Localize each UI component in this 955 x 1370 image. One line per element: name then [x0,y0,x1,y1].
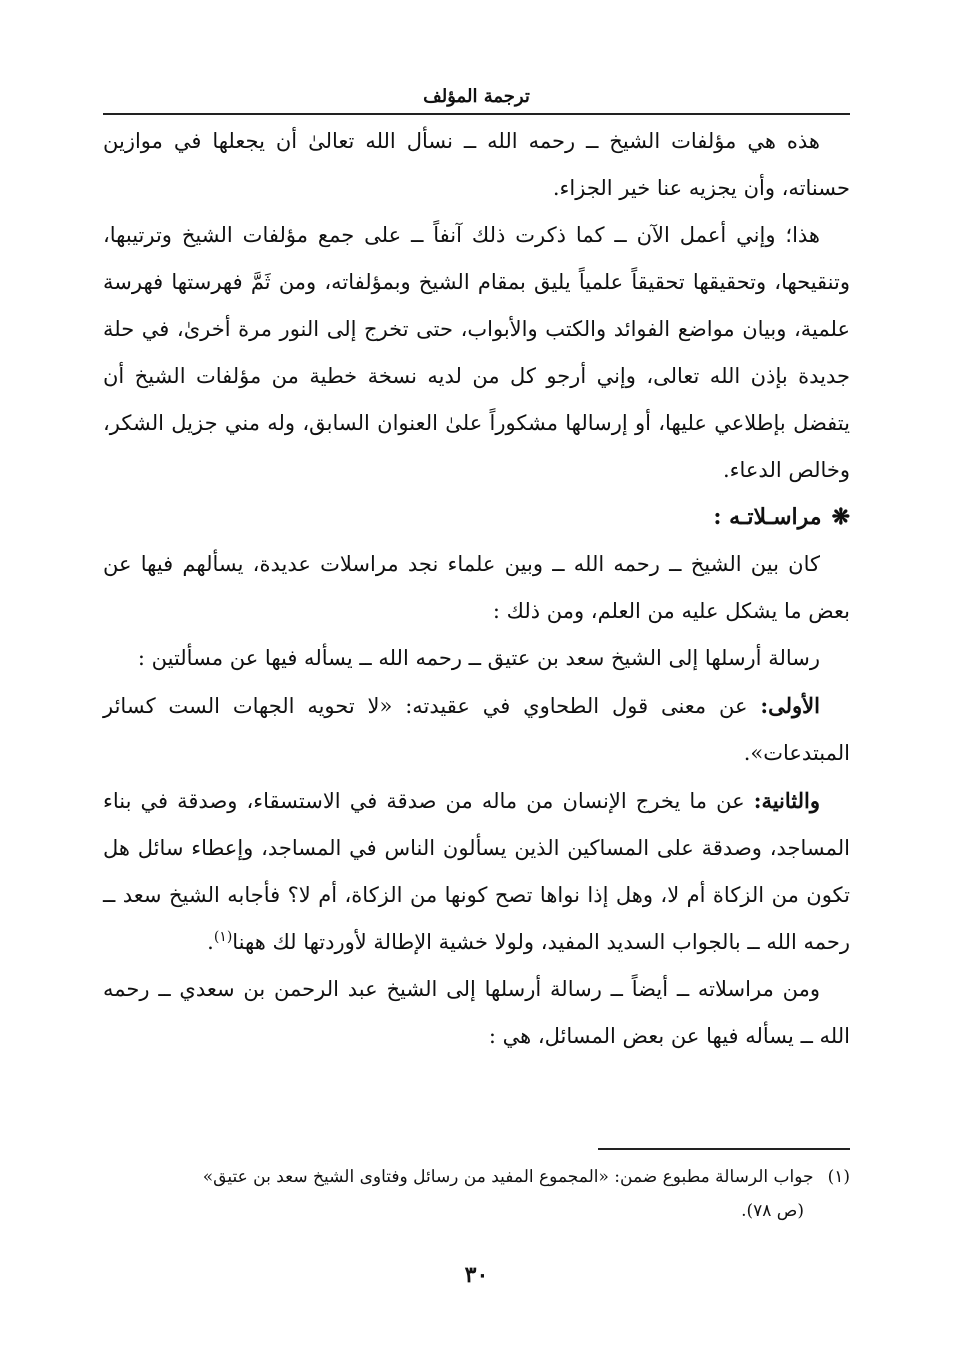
question-two-end: . [207,930,214,954]
question-one-text: عن معنى قول الطحاوي في عقيدته: «لا تحويه الجهات الست كسائر المبتدعات». [103,694,850,765]
footnote-number: (١) [827,1167,850,1187]
paragraph-conclusion: هذه هي مؤلفات الشيخ ــ رحمه الله ــ نسأل الله تعالىٰ أن يجعلها في موازين حسناته، وأن يجزيه عنا خير الجزاء. [103,129,850,200]
paragraph-question-one [103,682,850,777]
section-heading [103,494,850,541]
paragraph-second-letter: ومن مراسلاته ــ أيضاً ــ رسالة أرسلها إلى الشيخ عبد الرحمن بن سعدي ــ رحمه الله ــ يسأله فيها عن بعض المسائل، هي : [103,977,850,1048]
footnotes [103,1160,850,1228]
footnote-line [103,1160,850,1194]
footnote-reference[interactable]: (١) [213,929,233,945]
paragraph-question-two [103,777,850,966]
question-two-label: والثانية: [753,788,820,813]
paragraph-editing-plan: هذا؛ وإني أعمل الآن ــ كما ذكرت ذلك آنفاً ــ على جمع مؤلفات الشيخ وترتيبها، وتنقيحها، وتحقيقها تحقيقاً علمياً يليق بمقام الشيخ وبمؤلفاته، ومن ثَمَّ فهرستها فهرسة علمية، وبيان مواضع الفوائد والكتب والأبواب، حتى تخرج إلى النور مرة أخرىٰ، في حلة جديدة بإذن الله تعالى، وإني أرجو كل من لديه نسخة خطية من مؤلفات الشيخ أن يتفضل بإطلاعي عليها، أو إرسالها مشكوراً علىٰ العنوان السابق، وله مني جزيل الشكر، وخالص الدعاء. [103,223,850,482]
star-icon: ❋ [831,504,850,530]
section-title: مراسـلاتـه : [713,504,822,530]
running-header: ترجمة المؤلف [423,86,530,107]
paragraph-first-letter: رسالة أرسلها إلى الشيخ سعد بن عتيق ــ رحمه الله ــ يسأله فيها عن مسألتين : [137,646,820,670]
footnote-continuation: (ص ٧٨). [741,1201,804,1221]
question-one-label: الأولى: [760,693,820,718]
footnote-text: جواب الرسالة مطبوع ضمن: «المجموع المفيد من رسائل وفتاوى الشيخ سعد بن عتيق» [202,1167,814,1187]
paragraph-correspondence-intro: كان بين الشيخ ــ رحمه الله ــ وبين علماء نجد مراسلات عديدة، يسألهم فيها عن بعض ما يشكل عليه من العلم، ومن ذلك : [103,552,850,623]
main-text [103,118,850,1060]
footnote-rule [598,1148,850,1150]
page-number: ٣٠ [464,1262,489,1288]
question-two-text: عن ما يخرج الإنسان من ماله من صدقة في الاستسقاء، وصدقة في بناء المساجد، وصدقة على المساكين الذين يسألون الناس في المساجد، وإعطاء سائل هل تكون من الزكاة أم لا، وهل إذا نواها تصح كونها من الزكاة، أم لا؟ فأجابه الشيخ سعد ــ رحمه الله ــ بالجواب السديد المفيد، ولولا خشية الإطالة لأوردتها لك ههنا [103,789,850,954]
header-rule [103,113,850,115]
